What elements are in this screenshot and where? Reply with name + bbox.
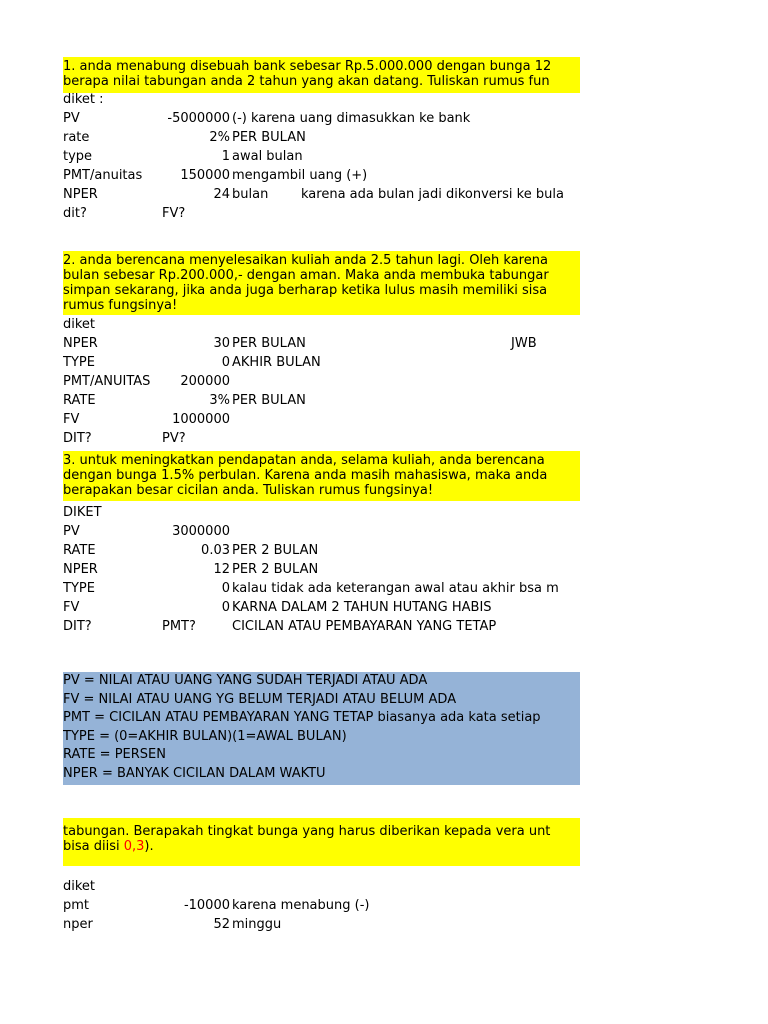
question-3-line: 3. untuk meningkatkan pendapatan anda, selama kuliah, anda berencana	[63, 453, 545, 468]
cell-label: PV	[63, 524, 80, 539]
table-row	[63, 915, 580, 934]
cell-label: NPER	[63, 336, 98, 351]
question-3-line: berapakan besar cicilan anda. Tuliskan rumus fungsinya!	[63, 483, 434, 498]
cell-value: 1000000	[172, 412, 230, 427]
highlighted-value: 0,3	[123, 839, 145, 854]
cell-label: NPER	[63, 562, 98, 577]
table-row	[63, 353, 580, 372]
cell-note: karena ada bulan jadi dikonversi ke bula	[301, 187, 564, 202]
question-4-line: tabungan. Berapakah tingkat bunga yang harus diberikan kepada vera unt	[63, 824, 551, 839]
diket-label	[63, 503, 580, 522]
question-3-line: dengan bunga 1.5% perbulan. Karena anda masih mahasiswa, maka anda	[63, 468, 548, 483]
table-row	[63, 128, 580, 147]
table-row	[63, 109, 580, 128]
cell-label: NPER	[63, 187, 98, 202]
question-2-line: 2. anda berencana menyelesaikan kuliah anda 2.5 tahun lagi. Oleh karena	[63, 253, 548, 268]
cell-note: PER BULAN	[232, 130, 306, 145]
cell-value: 0.03	[201, 543, 230, 558]
question-2-text	[63, 251, 580, 315]
cell-note: minggu	[232, 917, 282, 932]
table-row	[63, 334, 580, 353]
diket-label	[63, 877, 580, 896]
table-row	[63, 147, 580, 166]
table-row	[63, 429, 580, 448]
cell-label: nper	[63, 917, 93, 932]
table-row	[63, 560, 580, 579]
question-4-text-post: ).	[144, 839, 154, 854]
cell-value: 0	[221, 581, 230, 596]
diket-label	[63, 315, 580, 334]
question-1-line: 1. anda menabung disebuah bank sebesar Rp.5.000.000 dengan bunga 12	[63, 59, 552, 74]
cell-note: (-) karena uang dimasukkan ke bank	[232, 111, 471, 126]
question-4-line	[63, 839, 580, 854]
cell-value: 0	[221, 355, 230, 370]
cell-value: 200000	[180, 374, 230, 389]
cell-note: PER 2 BULAN	[232, 543, 319, 558]
diket-label	[63, 90, 580, 109]
definition-line: RATE = PERSEN	[63, 747, 166, 763]
cell-label: rate	[63, 130, 90, 145]
cell-note: CICILAN ATAU PEMBAYARAN YANG TETAP	[232, 619, 497, 634]
table-row	[63, 166, 580, 185]
cell-label: RATE	[63, 543, 96, 558]
cell-note: awal bulan	[232, 149, 303, 164]
table-row	[63, 579, 580, 598]
cell-label: FV	[63, 600, 80, 615]
table-row	[63, 185, 580, 204]
cell-label: PMT/anuitas	[63, 168, 143, 183]
cell-label: PMT/ANUITAS	[63, 374, 151, 389]
question-2-line: rumus fungsinya!	[63, 298, 178, 313]
question-4-text-pre: bisa diisi	[63, 839, 124, 854]
cell-label: pmt	[63, 898, 90, 913]
cell-label: dit?	[63, 206, 87, 221]
table-row	[63, 410, 580, 429]
question-1-line: berapa nilai tabungan anda 2 tahun yang akan datang. Tuliskan rumus fun	[63, 74, 550, 89]
question-2-line: simpan sekarang, jika anda juga berharap ketika lulus masih memiliki sisa	[63, 283, 548, 298]
question-1-text	[63, 57, 580, 93]
cell-note: KARNA DALAM 2 TAHUN HUTANG HABIS	[232, 600, 492, 615]
cell-note: mengambil uang (+)	[232, 168, 368, 183]
cell-label: type	[63, 149, 93, 164]
cell-value: 3000000	[172, 524, 230, 539]
cell-label: RATE	[63, 393, 96, 408]
table-row	[63, 522, 580, 541]
cell-value: -5000000	[167, 111, 230, 126]
cell-value: 1	[221, 149, 230, 164]
cell-value: 24	[213, 187, 230, 202]
cell-label: FV	[63, 412, 80, 427]
spreadsheet-page	[63, 0, 580, 1024]
cell-value: 3%	[209, 393, 230, 408]
cell-value: 52	[213, 917, 230, 932]
cell-text: DIKET	[63, 505, 102, 520]
cell-value: 0	[221, 600, 230, 615]
cell-note: PER BULAN	[232, 336, 306, 351]
definition-line: PMT = CICILAN ATAU PEMBAYARAN YANG TETAP biasanya ada kata setiap	[63, 710, 541, 726]
definition-line: NPER = BANYAK CICILAN DALAM WAKTU	[63, 765, 326, 781]
cell-value: 12	[213, 562, 230, 577]
table-row	[63, 598, 580, 617]
table-row	[63, 391, 580, 410]
cell-value: PV?	[162, 431, 186, 446]
question-3-text	[63, 451, 580, 501]
definition-line: FV = NILAI ATAU UANG YG BELUM TERJADI ATAU BELUM ADA	[63, 691, 457, 707]
cell-label: DIT?	[63, 619, 92, 634]
cell-note: PER 2 BULAN	[232, 562, 319, 577]
cell-text: diket :	[63, 92, 104, 107]
cell-label: TYPE	[63, 581, 95, 596]
cell-value: 2%	[209, 130, 230, 145]
cell-note: kalau tidak ada keterangan awal atau akhir bsa m	[232, 581, 559, 596]
definition-line: PV = NILAI ATAU UANG YANG SUDAH TERJADI ATAU ADA	[63, 673, 428, 688]
table-row	[63, 541, 580, 560]
question-2-line: bulan sebesar Rp.200.000,- dengan aman. Maka anda membuka tabungar	[63, 268, 549, 283]
cell-text: diket	[63, 879, 96, 894]
cell-label: TYPE	[63, 355, 95, 370]
cell-label: PV	[63, 111, 80, 126]
table-row	[63, 204, 580, 223]
cell-note: bulan	[232, 187, 269, 202]
definition-line: TYPE = (0=AKHIR BULAN)(1=AWAL BULAN)	[63, 728, 347, 744]
cell-note: AKHIR BULAN	[232, 355, 321, 370]
cell-label: DIT?	[63, 431, 92, 446]
cell-value: FV?	[162, 206, 186, 221]
cell-value: 150000	[180, 168, 230, 183]
table-row	[63, 896, 580, 915]
cell-note: PER BULAN	[232, 393, 306, 408]
definitions-box	[63, 672, 580, 785]
cell-text: diket	[63, 317, 96, 332]
table-row	[63, 617, 580, 636]
cell-note: JWB	[511, 336, 537, 351]
cell-value: 30	[213, 336, 230, 351]
table-row	[63, 372, 580, 391]
cell-note: karena menabung (-)	[232, 898, 370, 913]
question-4-text	[63, 818, 580, 866]
cell-value: PMT?	[162, 619, 196, 634]
cell-value: -10000	[183, 898, 230, 913]
